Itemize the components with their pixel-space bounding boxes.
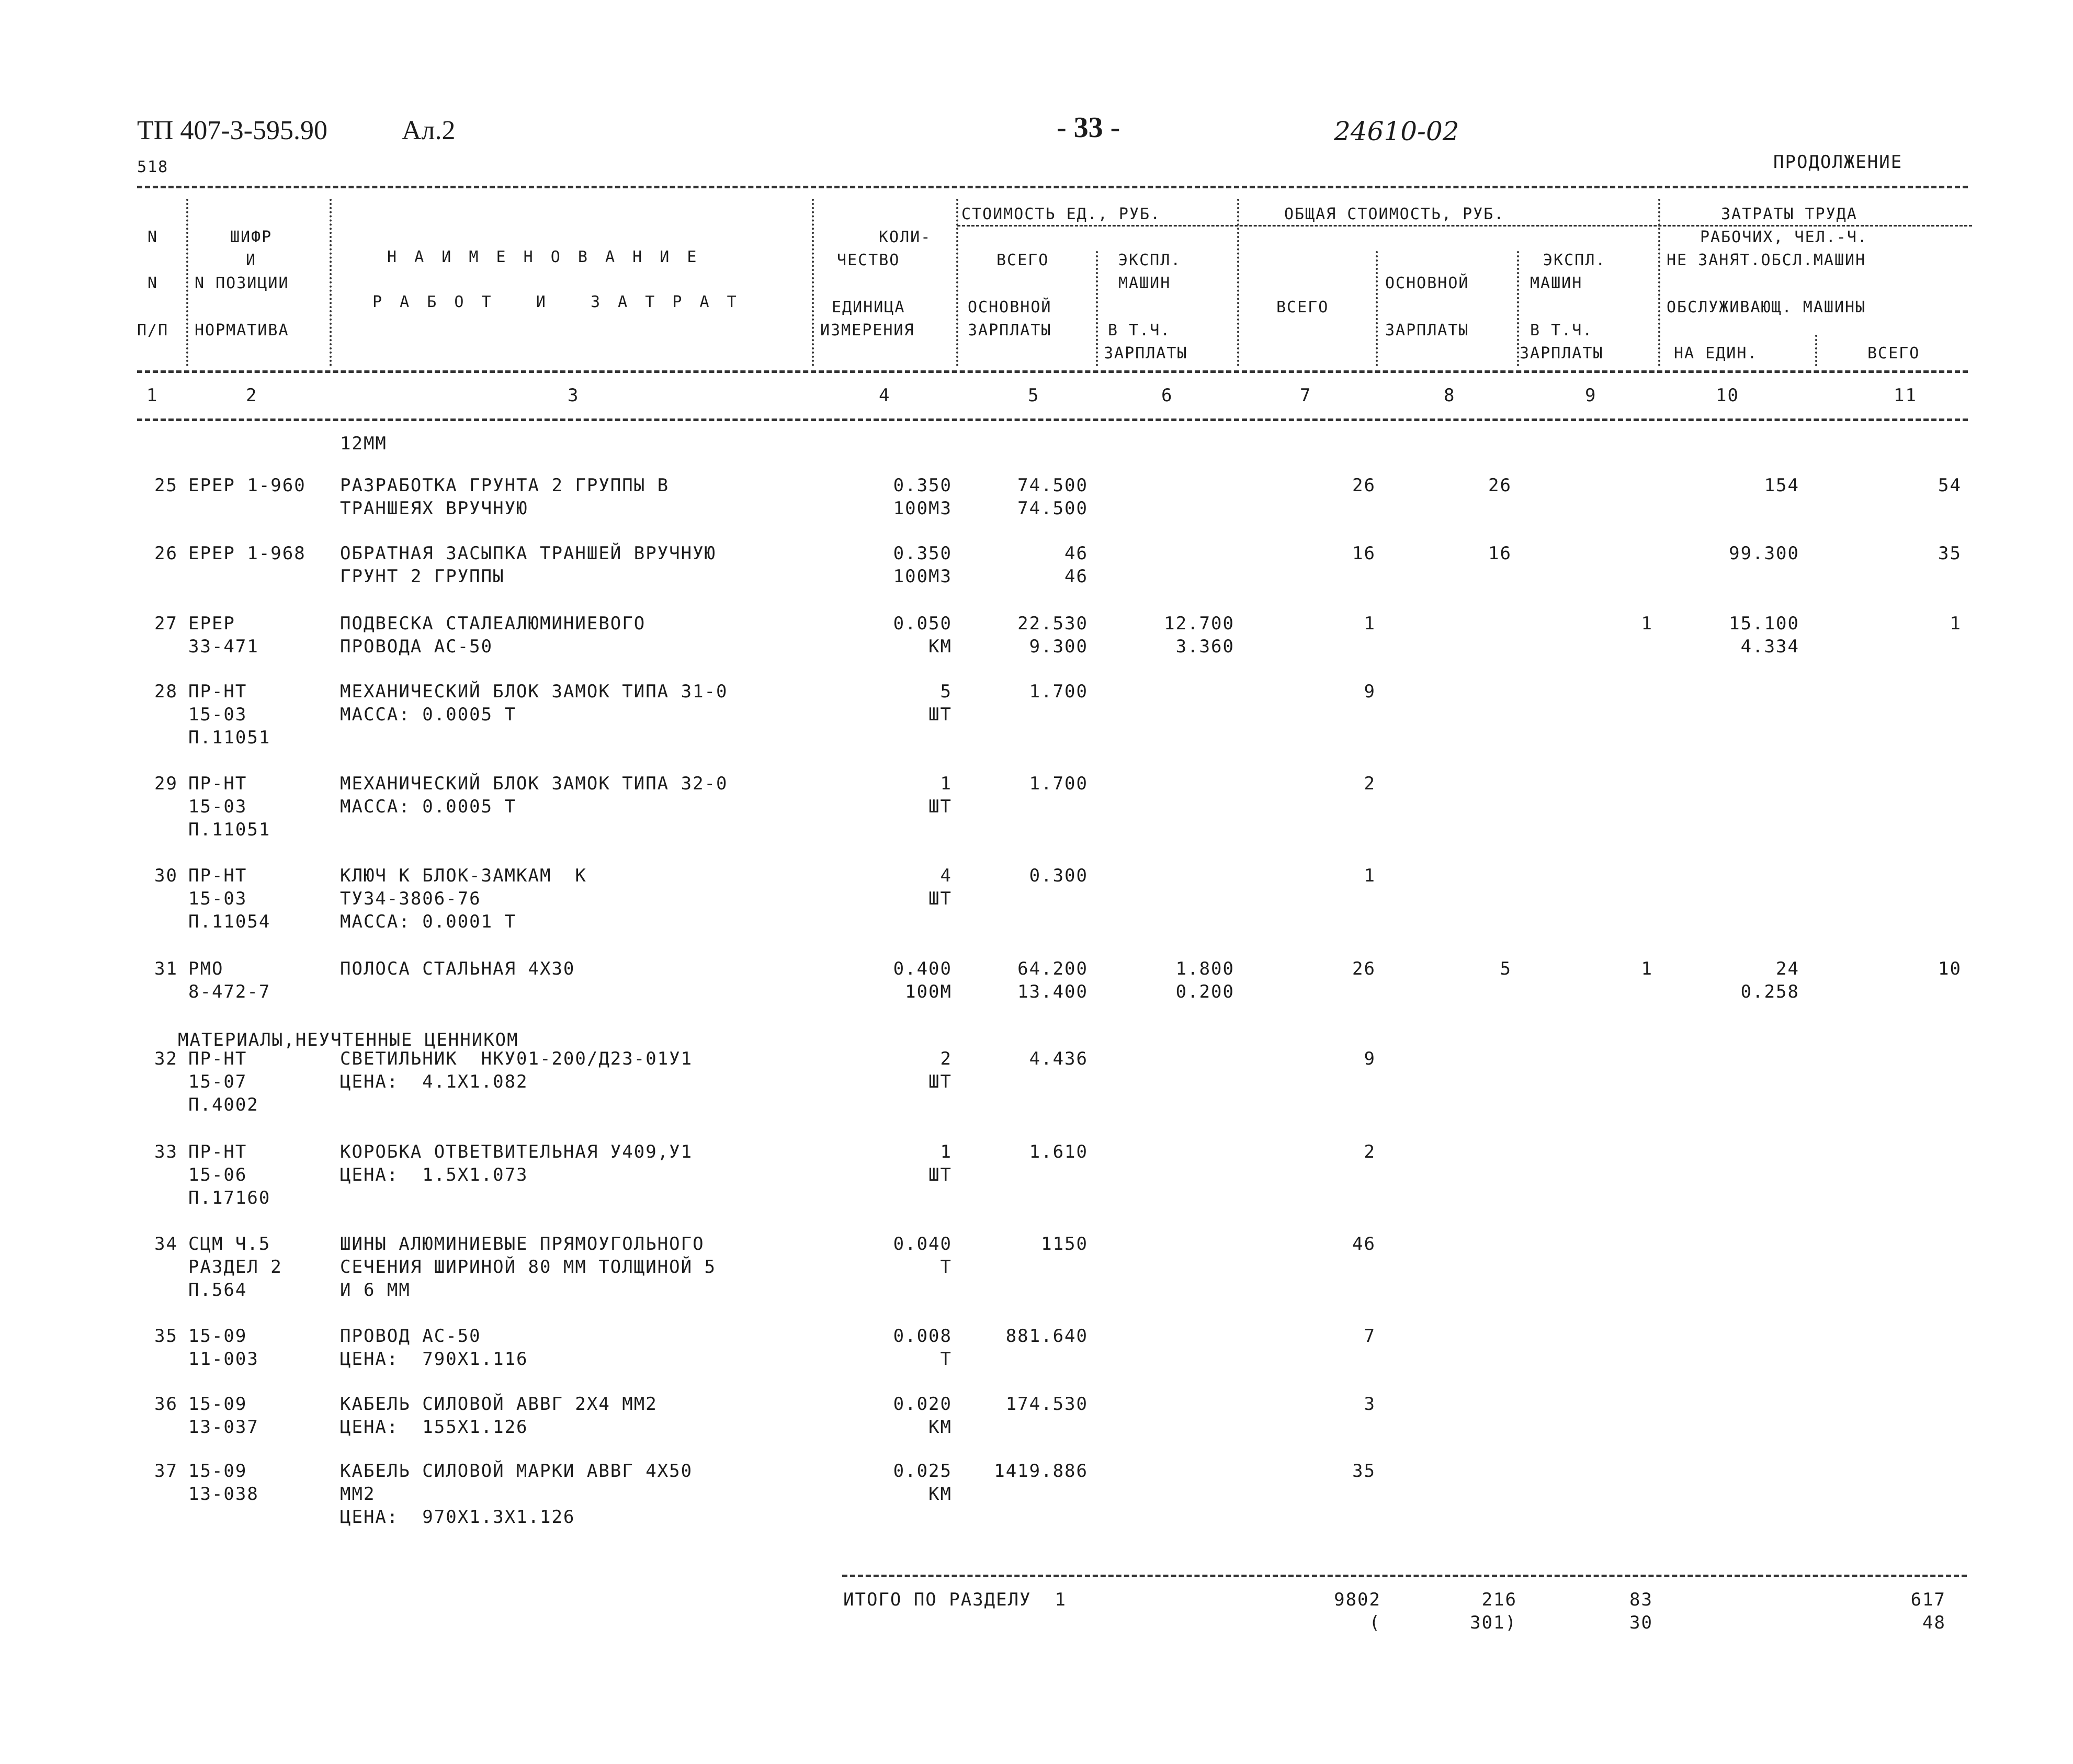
row-code: 15-09	[188, 1461, 247, 1482]
row-code: ПР-НТ	[188, 1048, 247, 1069]
handwritten-code: 24610-02	[1334, 116, 1459, 146]
row-code: ЕРЕР	[188, 613, 235, 634]
header-total-all: ВСЕГО	[1276, 298, 1329, 316]
row-code: П.564	[188, 1280, 247, 1301]
header-col1-line2: N	[148, 274, 158, 292]
header-divider	[1815, 335, 1817, 366]
row-description: ЦЕНА: 1.5Х1.073	[340, 1164, 528, 1185]
row-number: 33	[154, 1141, 178, 1162]
row-unit-cost-machines: 0.200	[1175, 981, 1234, 1002]
row-quantity: 0.400	[893, 958, 952, 979]
row-quantity: ШТ	[928, 1071, 952, 1092]
row-description: ММ2	[340, 1484, 376, 1505]
row-labor-per-unit: 15.100	[1729, 613, 1799, 634]
row-unit-cost-total: 64.200	[1017, 958, 1088, 979]
row-code: П.11051	[188, 819, 271, 840]
colnum-5: 5	[1028, 385, 1040, 406]
summary-expl-sub: 30	[1629, 1612, 1653, 1633]
row-code: ПР-НТ	[188, 1141, 247, 1162]
header-col1-line1: N	[148, 228, 158, 246]
row-quantity: КМ	[928, 1417, 952, 1438]
row-total-cost: 16	[1352, 543, 1376, 564]
row-quantity: 1	[940, 773, 952, 794]
colnum-10: 10	[1716, 385, 1739, 406]
header-total-expl-line4: ЗАРПЛАТЫ	[1520, 344, 1604, 363]
row-number: 34	[154, 1234, 178, 1254]
row-description: ОБРАТНАЯ ЗАСЫПКА ТРАНШЕЙ ВРУЧНУЮ	[340, 543, 717, 564]
row-quantity: КМ	[928, 1484, 952, 1505]
row-description: И 6 ММ	[340, 1280, 411, 1301]
row-unit-cost-total: 22.530	[1017, 613, 1088, 634]
row-description: ТРАНШЕЯХ ВРУЧНУЮ	[340, 498, 528, 519]
row-unit-cost-machines: 1.800	[1175, 958, 1234, 979]
header-col2-line4: НОРМАТИВА	[195, 321, 289, 340]
row-description: МАССА: 0.0001 Т	[340, 911, 517, 932]
row-code: ПР-НТ	[188, 773, 247, 794]
row-base-wages: 16	[1488, 543, 1512, 564]
row-labor-per-unit: 4.334	[1740, 636, 1799, 657]
row-description: ПОЛОСА СТАЛЬНАЯ 4Х30	[340, 958, 575, 979]
row-code: ПР-НТ	[188, 681, 247, 702]
row-description: ЦЕНА: 4.1Х1.082	[340, 1071, 528, 1092]
row-description: МЕХАНИЧЕСКИЙ БЛОК ЗАМОК ТИПА 31-0	[340, 681, 728, 702]
row-unit-cost-total: 74.500	[1017, 498, 1088, 519]
row-total-cost: 9	[1364, 1048, 1376, 1069]
header-labor-sub-line2: НА ЕДИН.	[1674, 344, 1758, 363]
row-code: 15-09	[188, 1394, 247, 1415]
row-quantity: 0.350	[893, 543, 952, 564]
row-code: П.11051	[188, 727, 271, 748]
header-col4-line2: ЧЕСТВО	[837, 251, 900, 269]
header-col3-line1: Н А И М Е Н О В А Н И Е	[387, 248, 701, 266]
header-total-base-line1: ОСНОВНОЙ	[1385, 274, 1469, 292]
row-description: ТУ34-3806-76	[340, 888, 481, 909]
row-description: КОРОБКА ОТВЕТВИТЕЛЬНАЯ У409,У1	[340, 1141, 693, 1162]
album-label: Ал.2	[402, 116, 456, 145]
row-number: 35	[154, 1326, 178, 1347]
row-total-cost: 46	[1352, 1234, 1376, 1254]
row-total-cost: 3	[1364, 1394, 1376, 1415]
row-quantity: 0.008	[893, 1326, 952, 1347]
header-divider	[330, 199, 332, 366]
row-number: 29	[154, 773, 178, 794]
header-total-expl-line1: ЭКСПЛ.	[1543, 251, 1606, 269]
row-number: 32	[154, 1048, 178, 1069]
row-machine-cost: 1	[1641, 958, 1653, 979]
summary-expl: 83	[1629, 1589, 1653, 1610]
row-total-cost: 1	[1364, 865, 1376, 886]
row-description: 12ММ	[340, 433, 387, 454]
row-labor-total: 1	[1950, 613, 1962, 634]
row-code: 15-07	[188, 1071, 247, 1092]
row-code: П.4002	[188, 1094, 259, 1115]
row-total-cost: 2	[1364, 1141, 1376, 1162]
row-code: 8-472-7	[188, 981, 271, 1002]
row-number: 27	[154, 613, 178, 634]
summary-total-sub: (	[1369, 1612, 1381, 1633]
header-labor-line1: ЗАТРАТЫ ТРУДА	[1721, 205, 1857, 223]
header-labor-line3: НЕ ЗАНЯТ.ОБСЛ.МАШИН	[1667, 251, 1866, 269]
row-unit-cost-total: 74.500	[1017, 475, 1088, 496]
sheet-number: 518	[137, 158, 169, 176]
rule-top	[137, 186, 1968, 188]
row-quantity: 100М3	[893, 498, 952, 519]
row-unit-cost-total: 1.700	[1029, 773, 1088, 794]
row-quantity: 2	[940, 1048, 952, 1069]
row-description: ПРОВОДА АС-50	[340, 636, 493, 657]
row-code: 15-06	[188, 1164, 247, 1185]
row-total-cost: 26	[1352, 475, 1376, 496]
row-code: П.17160	[188, 1188, 271, 1208]
row-unit-cost-total: 0.300	[1029, 865, 1088, 886]
header-divider	[956, 199, 958, 366]
row-code: 11-003	[188, 1349, 259, 1370]
header-divider	[812, 199, 814, 366]
row-quantity: ШТ	[928, 796, 952, 817]
row-unit-cost-total: 881.640	[1005, 1326, 1088, 1347]
row-base-wages: 5	[1500, 958, 1512, 979]
row-code: 33-471	[188, 636, 259, 657]
row-quantity: ШТ	[928, 704, 952, 725]
row-quantity: 0.040	[893, 1234, 952, 1254]
row-number: 30	[154, 865, 178, 886]
rule-summary	[842, 1575, 1967, 1577]
row-labor-total: 54	[1938, 475, 1962, 496]
row-quantity: 0.350	[893, 475, 952, 496]
row-quantity: 100М	[905, 981, 952, 1002]
row-code: СЦМ Ч.5	[188, 1234, 271, 1254]
header-unit-total-line2: ОСНОВНОЙ	[968, 298, 1052, 316]
row-total-cost: 1	[1364, 613, 1376, 634]
header-col2-line3: N ПОЗИЦИИ	[195, 274, 289, 292]
header-divider	[1376, 251, 1378, 366]
row-quantity: 100М3	[893, 566, 952, 587]
row-code: П.11054	[188, 911, 271, 932]
row-unit-cost-total: 46	[1064, 566, 1088, 587]
header-unit-expl-line1: ЭКСПЛ.	[1118, 251, 1182, 269]
row-unit-cost-total: 9.300	[1029, 636, 1088, 657]
header-col2-line1: ШИФР	[230, 228, 273, 246]
row-description: МАССА: 0.0005 Т	[340, 704, 517, 725]
row-unit-cost-total: 13.400	[1017, 981, 1088, 1002]
row-unit-cost-machines: 3.360	[1175, 636, 1234, 657]
row-labor-per-unit: 99.300	[1729, 543, 1799, 564]
row-quantity: 1	[940, 1141, 952, 1162]
colnum-6: 6	[1161, 385, 1173, 406]
summary-total: 9802	[1334, 1589, 1381, 1610]
colnum-2: 2	[246, 385, 258, 406]
header-total-base-line2: ЗАРПЛАТЫ	[1385, 321, 1469, 340]
colnum-7: 7	[1300, 385, 1312, 406]
row-quantity: Т	[940, 1349, 952, 1370]
row-quantity: КМ	[928, 636, 952, 657]
header-divider	[1658, 199, 1660, 366]
row-number: 36	[154, 1394, 178, 1415]
row-unit-cost-total: 46	[1064, 543, 1088, 564]
summary-base-sub: 301)	[1470, 1612, 1517, 1633]
row-unit-cost-total: 174.530	[1005, 1394, 1088, 1415]
row-machine-cost: 1	[1641, 613, 1653, 634]
row-code: 15-03	[188, 704, 247, 725]
colnum-8: 8	[1444, 385, 1456, 406]
row-description: ПРОВОД АС-50	[340, 1326, 481, 1347]
row-quantity: 0.050	[893, 613, 952, 634]
row-code: 13-037	[188, 1417, 259, 1438]
row-code: ЕРЕР 1-960	[188, 475, 306, 496]
row-labor-per-unit: 0.258	[1740, 981, 1799, 1002]
header-labor-sub-line1: ОБСЛУЖИВАЮЩ. МАШИНЫ	[1667, 298, 1866, 316]
row-description: МЕХАНИЧЕСКИЙ БЛОК ЗАМОК ТИПА 32-0	[340, 773, 728, 794]
row-number: 25	[154, 475, 178, 496]
row-unit-cost-machines: 12.700	[1164, 613, 1234, 634]
row-code: 15-03	[188, 796, 247, 817]
continuation-label: ПРОДОЛЖЕНИЕ	[1773, 152, 1903, 173]
summary-labor: 617	[1910, 1589, 1946, 1610]
row-description: МАССА: 0.0005 Т	[340, 796, 517, 817]
header-col4-line1: КОЛИ-	[879, 228, 932, 246]
page-number: - 33 -	[1057, 111, 1120, 144]
header-total-expl-line3: В Т.Ч.	[1530, 321, 1593, 340]
row-number: 37	[154, 1461, 178, 1482]
row-quantity: 4	[940, 865, 952, 886]
header-labor-sub-line3: ВСЕГО	[1867, 344, 1920, 363]
row-labor-total: 10	[1938, 958, 1962, 979]
row-unit-cost-total: 1.700	[1029, 681, 1088, 702]
row-total-cost: 26	[1352, 958, 1376, 979]
row-total-cost: 35	[1352, 1461, 1376, 1482]
header-col4-line3: ЕДИНИЦА	[832, 298, 905, 316]
row-labor-total: 35	[1938, 543, 1962, 564]
header-labor-line2: РАБОЧИХ, ЧЕЛ.-Ч.	[1700, 228, 1868, 246]
rule-header-bottom	[137, 370, 1968, 373]
row-code: 15-09	[188, 1326, 247, 1347]
row-description: ЦЕНА: 970Х1.3Х1.126	[340, 1507, 575, 1528]
row-number: 31	[154, 958, 178, 979]
row-number: 26	[154, 543, 178, 564]
header-divider	[1517, 251, 1519, 366]
header-divider	[1096, 251, 1098, 366]
summary-base: 216	[1481, 1589, 1517, 1610]
row-code: 13-038	[188, 1484, 259, 1505]
header-total-cost: ОБЩАЯ СТОИМОСТЬ, РУБ.	[1284, 205, 1505, 223]
header-total-expl-line2: МАШИН	[1530, 274, 1583, 292]
row-description: СЕЧЕНИЯ ШИРИНОЙ 80 ММ ТОЛЩИНОЙ 5	[340, 1257, 717, 1277]
row-description: КЛЮЧ К БЛОК-ЗАМКАМ К	[340, 865, 587, 886]
doc-code: ТП 407-3-595.90	[137, 116, 327, 145]
row-description: СВЕТИЛЬНИК НКУ01-200/Д23-01У1	[340, 1048, 693, 1069]
row-unit-cost-total: 1419.886	[994, 1461, 1088, 1482]
header-col3-line2: Р А Б О Т И З А Т Р А Т	[372, 293, 741, 311]
summary-label: ИТОГО ПО РАЗДЕЛУ 1	[843, 1589, 1067, 1610]
row-total-cost: 7	[1364, 1326, 1376, 1347]
header-unit-expl-line3: В Т.Ч.	[1108, 321, 1171, 340]
row-code: РАЗДЕЛ 2	[188, 1257, 282, 1277]
row-total-cost: 9	[1364, 681, 1376, 702]
row-description: ШИНЫ АЛЮМИНИЕВЫЕ ПРЯМОУГОЛЬНОГО	[340, 1234, 705, 1254]
header-unit-cost: СТОИМОСТЬ ЕД., РУБ.	[961, 205, 1161, 223]
row-description: ЦЕНА: 155Х1.126	[340, 1417, 528, 1438]
colnum-1: 1	[146, 385, 158, 406]
colnum-9: 9	[1585, 385, 1597, 406]
header-col1-line3: П/П	[137, 321, 169, 340]
header-unit-expl-line4: ЗАРПЛАТЫ	[1104, 344, 1188, 363]
row-code: ЕРЕР 1-968	[188, 543, 306, 564]
row-base-wages: 26	[1488, 475, 1512, 496]
colnum-3: 3	[568, 385, 580, 406]
colnum-11: 11	[1894, 385, 1917, 406]
summary-labor-sub: 48	[1922, 1612, 1946, 1633]
row-total-cost: 2	[1364, 773, 1376, 794]
row-quantity: ШТ	[928, 1164, 952, 1185]
header-col4-line4: ИЗМЕРЕНИЯ	[820, 321, 915, 340]
header-divider	[186, 199, 188, 366]
row-description: ЦЕНА: 790Х1.116	[340, 1349, 528, 1370]
row-quantity: 0.020	[893, 1394, 952, 1415]
row-description: ГРУНТ 2 ГРУППЫ	[340, 566, 505, 587]
colnum-4: 4	[879, 385, 891, 406]
row-code: 15-03	[188, 888, 247, 909]
row-unit-cost-total: 1150	[1041, 1234, 1088, 1254]
row-description: РАЗРАБОТКА ГРУНТА 2 ГРУППЫ В	[340, 475, 670, 496]
header-unit-expl-line2: МАШИН	[1118, 274, 1171, 292]
row-description: КАБЕЛЬ СИЛОВОЙ АВВГ 2Х4 ММ2	[340, 1394, 658, 1415]
rule-numbers-bottom	[137, 419, 1968, 421]
header-divider	[1237, 199, 1239, 366]
row-number: 28	[154, 681, 178, 702]
row-quantity: ШТ	[928, 888, 952, 909]
row-quantity: 0.025	[893, 1461, 952, 1482]
header-unit-total-line1: ВСЕГО	[996, 251, 1049, 269]
header-col2-line2: И	[246, 251, 257, 269]
row-description: КАБЕЛЬ СИЛОВОЙ МАРКИ АВВГ 4Х50	[340, 1461, 693, 1482]
row-description: ПОДВЕСКА СТАЛЕАЛЮМИНИЕВОГО	[340, 613, 646, 634]
row-code: ПР-НТ	[188, 865, 247, 886]
row-quantity: Т	[940, 1257, 952, 1277]
row-labor-per-unit: 24	[1776, 958, 1799, 979]
materials-heading: МАТЕРИАЛЫ,НЕУЧТЕННЫЕ ЦЕННИКОМ	[178, 1030, 519, 1050]
row-code: РМО	[188, 958, 224, 979]
header-unit-total-line3: ЗАРПЛАТЫ	[968, 321, 1052, 340]
row-quantity: 5	[940, 681, 952, 702]
row-unit-cost-total: 4.436	[1029, 1048, 1088, 1069]
row-unit-cost-total: 1.610	[1029, 1141, 1088, 1162]
row-labor-per-unit: 154	[1764, 475, 1799, 496]
